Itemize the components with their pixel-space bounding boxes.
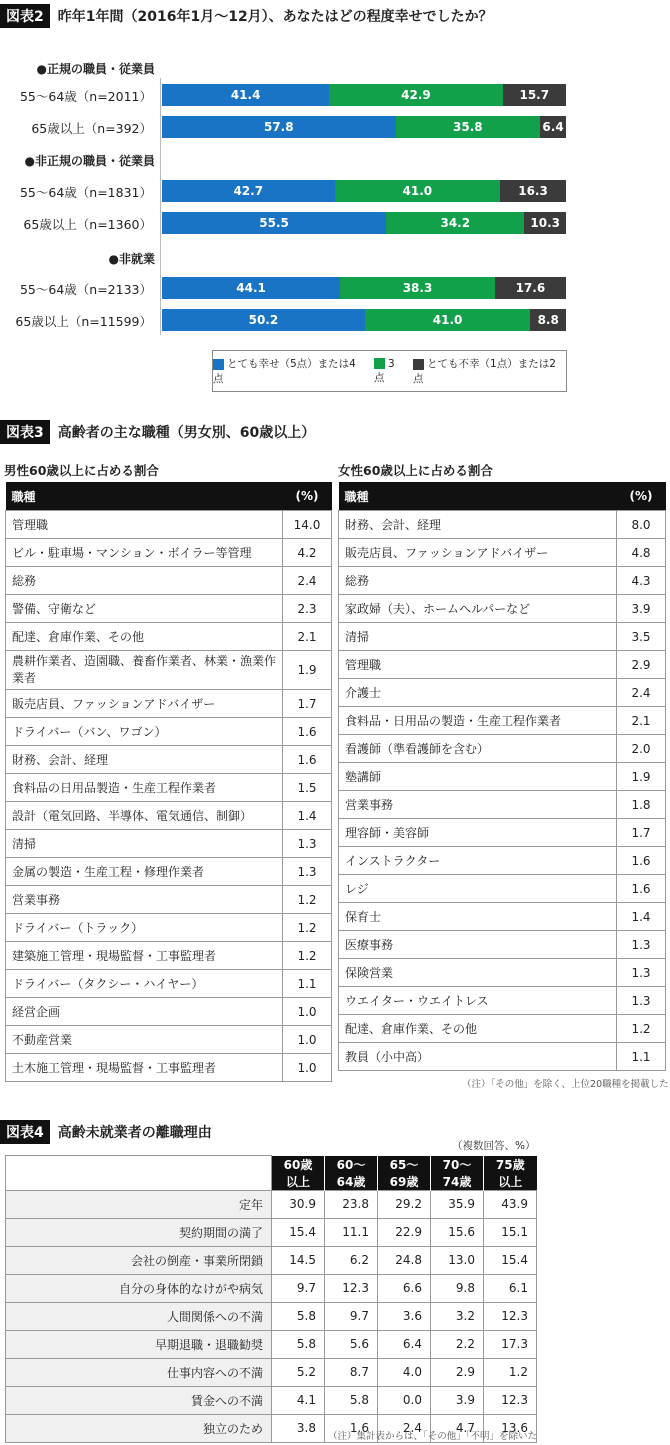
table-row (6, 970, 332, 998)
table-row (339, 875, 666, 903)
job-pct: 1.0 (283, 1026, 332, 1054)
fig2-bar-segment: 42.9 (329, 84, 502, 106)
table-row (339, 791, 666, 819)
table-row (6, 567, 332, 595)
reason-value: 23.8 (325, 1190, 378, 1218)
table-row (6, 1302, 537, 1330)
reasons-col-header: 60歳以上 (272, 1156, 325, 1191)
fig2-stacked-bar (162, 116, 566, 138)
job-name: 金属の製造・生産工程・修理作業者 (6, 858, 283, 886)
table-row (339, 539, 666, 567)
male-subtitle: 男性60歳以上に占める割合 (4, 463, 159, 478)
job-pct: 1.3 (283, 858, 332, 886)
reason-value: 8.7 (325, 1358, 378, 1386)
job-name: 理容師・美容師 (339, 819, 617, 847)
job-name: 看護師（準看護師を含む） (339, 735, 617, 763)
reasons-corner (6, 1156, 272, 1191)
table-row (339, 847, 666, 875)
job-pct: 1.3 (617, 987, 666, 1015)
job-pct: 1.7 (617, 819, 666, 847)
fig2-legend (212, 350, 567, 392)
fig2-bar-segment: 17.6 (495, 277, 566, 299)
job-pct: 1.4 (283, 802, 332, 830)
job-name: 営業事務 (6, 886, 283, 914)
table-row (6, 998, 332, 1026)
job-name: 家政婦（夫）、ホームヘルパーなど (339, 595, 617, 623)
reason-value: 12.3 (484, 1302, 537, 1330)
fig3-title: 高齢者の主な職種（男女別、60歳以上） (57, 425, 316, 441)
job-name: 管理職 (339, 651, 617, 679)
job-name: 保育士 (339, 903, 617, 931)
reason-label: 会社の倒産・事業所閉鎖 (6, 1246, 272, 1274)
fig2-bar-segment: 55.5 (162, 212, 386, 234)
legend-item-1: とても幸せ（5点）または4点 (213, 358, 356, 385)
job-name: ドライバー（バン、ワゴン） (6, 718, 283, 746)
table-row (339, 511, 666, 539)
male-col-pct: (%) (283, 482, 332, 511)
table-row (6, 746, 332, 774)
fig3-note: （注）「その他」を除く、上位20職種を掲載した (462, 1079, 669, 1090)
job-name: レジ (339, 875, 617, 903)
reason-label: 人間関係への不満 (6, 1302, 272, 1330)
job-pct: 1.1 (617, 1043, 666, 1071)
reason-label: 契約期間の満了 (6, 1218, 272, 1246)
job-pct: 1.8 (617, 791, 666, 819)
reason-value: 2.9 (431, 1358, 484, 1386)
job-pct: 1.0 (283, 1054, 332, 1082)
reason-value: 5.8 (272, 1330, 325, 1358)
reason-value: 5.2 (272, 1358, 325, 1386)
fig3-header (0, 420, 315, 444)
table-row (339, 1043, 666, 1071)
reason-value: 2.4 (378, 1414, 431, 1442)
reasons-table (5, 1155, 537, 1443)
reason-value: 35.9 (431, 1190, 484, 1218)
job-name: ビル・駐車場・マンション・ボイラー等管理 (6, 539, 283, 567)
legend-item-3: とても不幸（1点）または2点 (413, 358, 556, 385)
job-name: 建築施工管理・現場監督・工事監理者 (6, 942, 283, 970)
reason-value: 15.4 (484, 1246, 537, 1274)
job-pct: 3.5 (617, 623, 666, 651)
fig2-group-label: ●非就業 (108, 252, 155, 266)
fig2-badge: 図表2 (0, 4, 50, 28)
reason-value: 9.7 (325, 1302, 378, 1330)
job-pct: 1.7 (283, 690, 332, 718)
male-jobs-table (5, 482, 332, 1082)
reason-value: 2.2 (431, 1330, 484, 1358)
reason-value: 17.3 (484, 1330, 537, 1358)
job-name: 医療事務 (339, 931, 617, 959)
table-row (339, 987, 666, 1015)
table-row (6, 1218, 537, 1246)
job-pct: 1.6 (283, 718, 332, 746)
job-name: ウエイター・ウエイトレス (339, 987, 617, 1015)
job-name: 総務 (6, 567, 283, 595)
job-name: 管理職 (6, 511, 283, 539)
job-name: 経営企画 (6, 998, 283, 1026)
table-row (6, 539, 332, 567)
job-pct: 2.9 (617, 651, 666, 679)
table-row (6, 651, 332, 690)
fig2-stacked-bar (162, 84, 566, 106)
fig2-bar-segment: 44.1 (162, 277, 340, 299)
job-name: 販売店員、ファッションアドバイザー (339, 539, 617, 567)
job-pct: 1.5 (283, 774, 332, 802)
table-row (339, 595, 666, 623)
table-row (339, 623, 666, 651)
table-row (6, 511, 332, 539)
job-pct: 1.2 (283, 886, 332, 914)
job-name: インストラクター (339, 847, 617, 875)
table-row (6, 1274, 537, 1302)
table-row (339, 1015, 666, 1043)
reasons-col-header: 65〜69歳 (378, 1156, 431, 1191)
reason-value: 4.0 (378, 1358, 431, 1386)
table-row (6, 718, 332, 746)
table-row (339, 707, 666, 735)
fig2-bar-segment: 41.4 (162, 84, 329, 106)
reason-value: 15.1 (484, 1218, 537, 1246)
job-pct: 4.8 (617, 539, 666, 567)
table-row (6, 942, 332, 970)
table-row (339, 931, 666, 959)
reason-value: 9.8 (431, 1274, 484, 1302)
fig2-bar-segment: 35.8 (396, 116, 541, 138)
fig2-row-label: 55〜64歳（n=2133） (19, 282, 152, 297)
job-name: 財務、会計、経理 (6, 746, 283, 774)
reason-value: 15.6 (431, 1218, 484, 1246)
fig4-title: 高齢未就業者の離職理由 (57, 1125, 212, 1141)
table-row (6, 858, 332, 886)
table-row (6, 1358, 537, 1386)
job-pct: 2.1 (617, 707, 666, 735)
fig2-group-label: ●非正規の職員・従業員 (24, 154, 155, 168)
table-row (339, 567, 666, 595)
table-row (6, 830, 332, 858)
female-col-pct: (%) (617, 482, 666, 511)
reason-value: 6.1 (484, 1274, 537, 1302)
job-name: 食料品の日用品製造・生産工程作業者 (6, 774, 283, 802)
table-row (6, 774, 332, 802)
male-col-job: 職種 (6, 482, 283, 511)
job-pct: 2.4 (617, 679, 666, 707)
reason-value: 4.7 (431, 1414, 484, 1442)
fig2-axis (160, 78, 161, 335)
reason-value: 9.7 (272, 1274, 325, 1302)
job-pct: 1.9 (283, 651, 332, 690)
job-name: 土木施工管理・現場監督・工事監理者 (6, 1054, 283, 1082)
job-name: 食料品・日用品の製造・生産工程作業者 (339, 707, 617, 735)
fig2-stacked-bar (162, 309, 566, 331)
reason-value: 13.6 (484, 1414, 537, 1442)
job-name: ドライバー（タクシー・ハイヤー） (6, 970, 283, 998)
female-subtitle: 女性60歳以上に占める割合 (338, 463, 493, 478)
job-pct: 4.2 (283, 539, 332, 567)
job-name: 配達、倉庫作業、その他 (6, 623, 283, 651)
reason-value: 4.1 (272, 1386, 325, 1414)
reason-value: 5.8 (325, 1386, 378, 1414)
fig2-row-label: 65歳以上（n=1360） (23, 217, 152, 232)
table-row (339, 651, 666, 679)
reason-value: 29.2 (378, 1190, 431, 1218)
table-row (6, 886, 332, 914)
fig2-bar-segment: 50.2 (162, 309, 365, 331)
job-name: 塾講師 (339, 763, 617, 791)
table-row (6, 1330, 537, 1358)
job-name: ドライバー（トラック） (6, 914, 283, 942)
job-pct: 2.0 (617, 735, 666, 763)
female-col-job: 職種 (339, 482, 617, 511)
fig2-bar-segment: 41.0 (365, 309, 531, 331)
fig2-bar-segment: 34.2 (386, 212, 524, 234)
job-name: 不動産営業 (6, 1026, 283, 1054)
job-name: 販売店員、ファッションアドバイザー (6, 690, 283, 718)
job-name: 農耕作業者、造園職、養畜作業者、林業・漁業作業者 (6, 651, 283, 690)
fig4-note: （注）集計表からは、「その他」「不明」を除いた (328, 1431, 538, 1442)
fig4-unit: （複数回答、%） (452, 1140, 536, 1152)
table-row (6, 914, 332, 942)
job-pct: 1.3 (617, 959, 666, 987)
table-row (6, 1054, 332, 1082)
fig2-row-label: 55〜64歳（n=1831） (19, 185, 152, 200)
reasons-col-header: 75歳以上 (484, 1156, 537, 1191)
reason-value: 3.8 (272, 1414, 325, 1442)
fig2-bar-segment: 8.8 (530, 309, 566, 331)
fig2-row-label: 65歳以上（n=392） (31, 121, 152, 136)
table-row (6, 1246, 537, 1274)
job-pct: 4.3 (617, 567, 666, 595)
job-pct: 1.9 (617, 763, 666, 791)
fig2-bar-segment: 42.7 (162, 180, 335, 202)
reason-value: 15.4 (272, 1218, 325, 1246)
job-pct: 1.1 (283, 970, 332, 998)
reason-value: 13.0 (431, 1246, 484, 1274)
job-name: 警備、守衛など (6, 595, 283, 623)
fig2-title: 昨年1年間（2016年1月〜12月）、あなたはどの程度幸せでしたか？ (57, 9, 493, 25)
reason-value: 6.4 (378, 1330, 431, 1358)
job-pct: 1.6 (617, 847, 666, 875)
table-row (339, 819, 666, 847)
fig2-bar-segment: 10.3 (524, 212, 566, 234)
reason-value: 6.6 (378, 1274, 431, 1302)
job-pct: 1.3 (617, 931, 666, 959)
fig2-bar-segment: 57.8 (162, 116, 396, 138)
reason-label: 仕事内容への不満 (6, 1358, 272, 1386)
fig2-header (0, 4, 493, 28)
table-row (6, 1190, 537, 1218)
job-name: 保険営業 (339, 959, 617, 987)
reason-value: 5.8 (272, 1302, 325, 1330)
table-row (339, 735, 666, 763)
reason-value: 3.6 (378, 1302, 431, 1330)
job-pct: 14.0 (283, 511, 332, 539)
job-name: 清掃 (6, 830, 283, 858)
fig2-row-label: 65歳以上（n=11599） (15, 314, 152, 329)
table-row (6, 690, 332, 718)
reason-label: 独立のため (6, 1414, 272, 1442)
job-name: 清掃 (339, 623, 617, 651)
job-pct: 8.0 (617, 511, 666, 539)
job-pct: 1.2 (283, 914, 332, 942)
table-row (6, 623, 332, 651)
job-pct: 1.2 (283, 942, 332, 970)
reasons-col-header: 60〜64歳 (325, 1156, 378, 1191)
fig3-badge: 図表3 (0, 420, 50, 444)
reason-value: 14.5 (272, 1246, 325, 1274)
reason-value: 5.6 (325, 1330, 378, 1358)
reason-value: 30.9 (272, 1190, 325, 1218)
job-pct: 3.9 (617, 595, 666, 623)
table-row (339, 763, 666, 791)
table-row (339, 903, 666, 931)
reason-value: 3.9 (431, 1386, 484, 1414)
job-name: 介護士 (339, 679, 617, 707)
reason-value: 6.2 (325, 1246, 378, 1274)
fig2-bar-segment: 41.0 (335, 180, 501, 202)
female-jobs-table (338, 482, 666, 1071)
job-name: 営業事務 (339, 791, 617, 819)
table-row (6, 1386, 537, 1414)
fig2-bar-segment: 38.3 (340, 277, 495, 299)
job-pct: 2.4 (283, 567, 332, 595)
job-pct: 1.3 (283, 830, 332, 858)
reason-value: 12.3 (484, 1386, 537, 1414)
reason-value: 43.9 (484, 1190, 537, 1218)
job-pct: 1.6 (283, 746, 332, 774)
reason-value: 3.2 (431, 1302, 484, 1330)
job-name: 配達、倉庫作業、その他 (339, 1015, 617, 1043)
reason-label: 自分の身体的なけがや病気 (6, 1274, 272, 1302)
reason-label: 早期退職・退職勧奨 (6, 1330, 272, 1358)
fig2-stacked-bar (162, 212, 566, 234)
table-row (6, 802, 332, 830)
fig2-stacked-bar (162, 180, 566, 202)
fig2-bar-segment: 16.3 (500, 180, 566, 202)
reason-value: 24.8 (378, 1246, 431, 1274)
reason-value: 12.3 (325, 1274, 378, 1302)
fig2-bar-segment: 15.7 (503, 84, 566, 106)
reason-value: 22.9 (378, 1218, 431, 1246)
fig4-badge: 図表4 (0, 1120, 50, 1144)
table-row (339, 679, 666, 707)
job-name: 総務 (339, 567, 617, 595)
job-name: 設計（電気回路、半導体、電気通信、制御） (6, 802, 283, 830)
job-pct: 1.6 (617, 875, 666, 903)
reasons-col-header: 70〜74歳 (431, 1156, 484, 1191)
table-row (6, 595, 332, 623)
fig4-header (0, 1120, 212, 1144)
table-row (339, 959, 666, 987)
fig2-bar-segment: 6.4 (540, 116, 566, 138)
reason-value: 11.1 (325, 1218, 378, 1246)
legend-item-2: 3点 (373, 357, 395, 384)
reason-label: 賃金への不満 (6, 1386, 272, 1414)
fig2-stacked-bar (162, 277, 566, 299)
reason-value: 0.0 (378, 1386, 431, 1414)
reason-value: 1.2 (484, 1358, 537, 1386)
job-pct: 1.4 (617, 903, 666, 931)
fig2-group-label: ●正規の職員・従業員 (36, 62, 155, 76)
job-pct: 2.3 (283, 595, 332, 623)
job-pct: 1.2 (617, 1015, 666, 1043)
job-name: 教員（小中高） (339, 1043, 617, 1071)
job-pct: 2.1 (283, 623, 332, 651)
reason-label: 定年 (6, 1190, 272, 1218)
table-row (6, 1026, 332, 1054)
reason-value: 1.6 (325, 1414, 378, 1442)
fig2-row-label: 55〜64歳（n=2011） (19, 89, 152, 104)
job-name: 財務、会計、経理 (339, 511, 617, 539)
job-pct: 1.0 (283, 998, 332, 1026)
